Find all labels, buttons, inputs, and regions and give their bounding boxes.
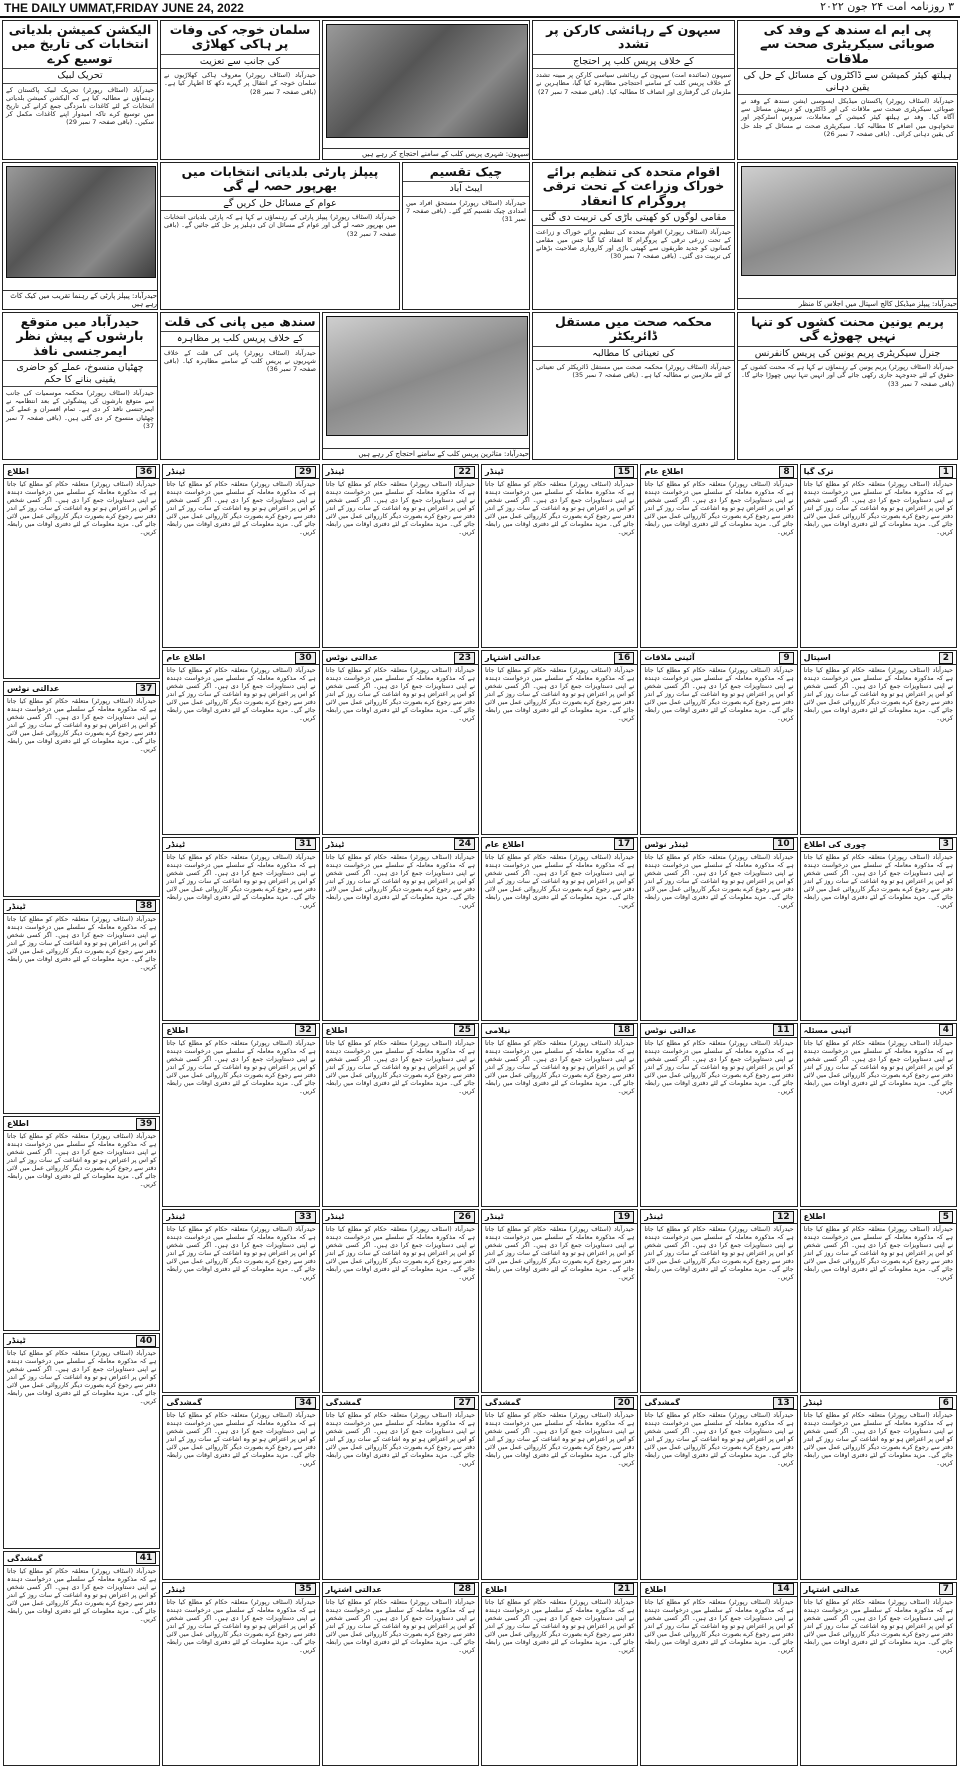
protest-photo	[326, 24, 528, 138]
notice-header	[641, 465, 796, 479]
notice-body: حیدرآباد (اسٹاف رپورٹر) متعلقہ حکام کو مطلع کیا جاتا ہے کہ مذکورہ معاملہ کے سلسلے میں درخواست دہندہ نے اپنی دستاویزات جمع کرا دی ہیں۔ اگر کسی شخص کو اس پر اعتراض ہو تو وہ اشاعت کے سات روز کے اندر دفتر سے رجوع کرے بصورت دیگر کارروائی عمل میں لائی جائے گی۔ مزید معلومات کے لئے دفتری اوقات میں رابطہ کریں۔	[325, 1412, 475, 1468]
notice-body: حیدرآباد (اسٹاف رپورٹر) متعلقہ حکام کو مطلع کیا جاتا ہے کہ مذکورہ معاملہ کے سلسلے میں درخواست دہندہ نے اپنی دستاویزات جمع کرا دی ہیں۔ اگر کسی شخص کو اس پر اعتراض ہو تو وہ اشاعت کے سات روز کے اندر دفتر سے رجوع کرے بصورت دیگر کارروائی عمل میں لائی جائے گی۔ مزید معلومات کے لئے دفتری اوقات میں رابطہ کریں۔	[7, 698, 157, 754]
notice-kind: چوری کی اطلاع	[803, 839, 867, 849]
notice-body: حیدرآباد (اسٹاف رپورٹر) متعلقہ حکام کو مطلع کیا جاتا ہے کہ مذکورہ معاملہ کے سلسلے میں درخواست دہندہ نے اپنی دستاویزات جمع کرا دی ہیں۔ اگر کسی شخص کو اس پر اعتراض ہو تو وہ اشاعت کے سات روز کے اندر دفتر سے رجوع کرے بصورت دیگر کارروائی عمل میں لائی جائے گی۔ مزید معلومات کے لئے دفتری اوقات میں رابطہ کریں۔	[166, 1412, 316, 1468]
photo-caption: حیدرآباد: متاثرین پریس کلب کے سامنے احتجاج کر رہے ہیں	[323, 448, 530, 459]
notice-kind: ترک گیا	[803, 467, 834, 476]
story-subheadline: ایبٹ آباد	[403, 181, 529, 196]
notice-body: حیدرآباد (اسٹاف رپورٹر) متعلقہ حکام کو مطلع کیا جاتا ہے کہ مذکورہ معاملہ کے سلسلے میں درخواست دہندہ نے اپنی دستاویزات جمع کرا دی ہیں۔ اگر کسی شخص کو اس پر اعتراض ہو تو وہ اشاعت کے سات روز کے اندر دفتر سے رجوع کرے بصورت دیگر کارروائی عمل میں لائی جائے گی۔ مزید معلومات کے لئے دفتری اوقات میں رابطہ کریں۔	[803, 667, 953, 723]
notice-body: حیدرآباد (اسٹاف رپورٹر) متعلقہ حکام کو مطلع کیا جاتا ہے کہ مذکورہ معاملہ کے سلسلے میں درخواست دہندہ نے اپنی دستاویزات جمع کرا دی ہیں۔ اگر کسی شخص کو اس پر اعتراض ہو تو وہ اشاعت کے سات روز کے اندر دفتر سے رجوع کرے بصورت دیگر کارروائی عمل میں لائی جائے گی۔ مزید معلومات کے لئے دفتری اوقات میں رابطہ کریں۔	[644, 667, 794, 723]
notice-body: حیدرآباد (اسٹاف رپورٹر) متعلقہ حکام کو مطلع کیا جاتا ہے کہ مذکورہ معاملہ کے سلسلے میں درخواست دہندہ نے اپنی دستاویزات جمع کرا دی ہیں۔ اگر کسی شخص کو اس پر اعتراض ہو تو وہ اشاعت کے سات روز کے اندر دفتر سے رجوع کرے بصورت دیگر کارروائی عمل میں لائی جائے گی۔ مزید معلومات کے لئے دفتری اوقات میں رابطہ کریں۔	[803, 481, 953, 536]
notice-body: حیدرآباد (اسٹاف رپورٹر) متعلقہ حکام کو مطلع کیا جاتا ہے کہ مذکورہ معاملہ کے سلسلے میں درخواست دہندہ نے اپنی دستاویزات جمع کرا دی ہیں۔ اگر کسی شخص کو اس پر اعتراض ہو تو وہ اشاعت کے سات روز کے اندر دفتر سے رجوع کرے بصورت دیگر کارروائی عمل میں لائی جائے گی۔ مزید معلومات کے لئے دفتری اوقات میں رابطہ کریں۔	[325, 853, 475, 909]
notice-kind: گمشدگی	[644, 1398, 680, 1408]
notice-number: 37	[136, 683, 157, 695]
story-body: حیدرآباد (اسٹاف رپورٹر) پریم یونین کے رہنماؤں نے کہا ہے کہ محنت کشوں کے حقوق کے لئے جدوجہد جاری رکھی جائے گی اور انہیں تنہا نہیں چھوڑا جائے گا۔ (باقی صفحہ 7 نمبر 33)	[741, 363, 954, 388]
notice-box	[322, 1395, 479, 1579]
photo-protest	[322, 312, 530, 460]
notice-box	[640, 837, 797, 1021]
story-un-agri	[532, 162, 735, 310]
notice-kind: ٹینڈر	[485, 467, 504, 476]
notice-box	[481, 1209, 638, 1393]
notice-header	[4, 465, 159, 479]
notice-body: حیدرآباد (اسٹاف رپورٹر) متعلقہ حکام کو مطلع کیا جاتا ہے کہ مذکورہ معاملہ کے سلسلے میں درخواست دہندہ نے اپنی دستاویزات جمع کرا دی ہیں۔ اگر کسی شخص کو اس پر اعتراض ہو تو وہ اشاعت کے سات روز کے اندر دفتر سے رجوع کرے بصورت دیگر کارروائی عمل میں لائی جائے گی۔ مزید معلومات کے لئے دفتری اوقات میں رابطہ کریں۔	[166, 667, 316, 723]
story-body: حیدرآباد (اسٹاف رپورٹر) محکمہ صحت میں مستقل ڈائریکٹر کی تعیناتی کے لئے ملازمین نے مطالبہ کیا ہے۔ (باقی صفحہ 7 نمبر 35)	[536, 363, 731, 380]
notice-number: 10	[773, 838, 794, 850]
notice-header	[323, 1210, 478, 1224]
notice-header	[4, 900, 159, 914]
notice-box	[162, 837, 319, 1021]
notice-box	[640, 1582, 797, 1766]
notice-box	[481, 650, 638, 834]
notice-number: 36	[136, 466, 157, 478]
notice-header	[482, 1024, 637, 1038]
notice-header	[4, 1117, 159, 1131]
notice-kind: اطلاع	[7, 467, 29, 476]
photo-sehwan-protest	[322, 20, 530, 160]
story-headline: سندھ میں پانی کی قلت	[164, 314, 316, 329]
notice-body: حیدرآباد (اسٹاف رپورٹر) متعلقہ حکام کو مطلع کیا جاتا ہے کہ مذکورہ معاملہ کے سلسلے میں درخواست دہندہ نے اپنی دستاویزات جمع کرا دی ہیں۔ اگر کسی شخص کو اس پر اعتراض ہو تو وہ اشاعت کے سات روز کے اندر دفتر سے رجوع کرے بصورت دیگر کارروائی عمل میں لائی جائے گی۔ مزید معلومات کے لئے دفتری اوقات میں رابطہ کریں۔	[7, 1133, 157, 1188]
notice-box	[322, 650, 479, 834]
notice-number: 15	[614, 466, 635, 478]
story-water	[160, 312, 320, 460]
story-subheadline: کے خلاف پریس کلب پر مظاہرہ	[161, 331, 319, 346]
notice-box	[481, 1582, 638, 1766]
notice-box	[3, 1116, 160, 1331]
notice-box	[800, 1395, 957, 1579]
notice-number: 35	[295, 1583, 316, 1595]
notice-kind: گمشدگی	[166, 1398, 202, 1408]
story-subheadline: تحریک لبیک	[3, 68, 157, 83]
notice-number: 31	[295, 838, 316, 850]
notice-number: 17	[614, 838, 635, 850]
notice-box	[3, 681, 160, 896]
notice-kind: عدالتی نوٹس	[325, 653, 378, 663]
story-body: حیدرآباد (اسٹاف رپورٹر) تحریک لبیک پاکستان کے رہنماؤں نے مطالبہ کیا ہے کہ الیکشن کمیشن بلدیاتی انتخابات کے لئے کاغذات نامزدگی جمع کرانے کی تاریخ میں توسیع کرے تاکہ امیدوار اپنے کاغذات مکمل کر سکیں۔ (باقی صفحہ 7 نمبر 29)	[6, 85, 154, 127]
notice-number: 3	[939, 838, 953, 850]
notice-header	[641, 1024, 796, 1038]
notice-body: حیدرآباد (اسٹاف رپورٹر) متعلقہ حکام کو مطلع کیا جاتا ہے کہ مذکورہ معاملہ کے سلسلے میں درخواست دہندہ نے اپنی دستاویزات جمع کرا دی ہیں۔ اگر کسی شخص کو اس پر اعتراض ہو تو وہ اشاعت کے سات روز کے اندر دفتر سے رجوع کرے بصورت دیگر کارروائی عمل میں لائی جائے گی۔ مزید معلومات کے لئے دفتری اوقات میں رابطہ کریں۔	[7, 915, 157, 971]
notice-number: 18	[614, 1024, 635, 1036]
notice-box	[322, 1023, 479, 1207]
notice-number: 40	[136, 1335, 157, 1347]
notice-number: 9	[779, 652, 793, 664]
notice-kind: عدالتی اشتہار	[325, 1584, 382, 1594]
notice-body: حیدرآباد (اسٹاف رپورٹر) متعلقہ حکام کو مطلع کیا جاتا ہے کہ مذکورہ معاملہ کے سلسلے میں درخواست دہندہ نے اپنی دستاویزات جمع کرا دی ہیں۔ اگر کسی شخص کو اس پر اعتراض ہو تو وہ اشاعت کے سات روز کے اندر دفتر سے رجوع کرے بصورت دیگر کارروائی عمل میں لائی جائے گی۔ مزید معلومات کے لئے دفتری اوقات میں رابطہ کریں۔	[7, 1350, 157, 1406]
story-sehwan	[532, 20, 735, 160]
notice-header	[323, 838, 478, 852]
notice-number: 33	[295, 1211, 316, 1223]
notice-body: حیدرآباد (اسٹاف رپورٹر) متعلقہ حکام کو مطلع کیا جاتا ہے کہ مذکورہ معاملہ کے سلسلے میں درخواست دہندہ نے اپنی دستاویزات جمع کرا دی ہیں۔ اگر کسی شخص کو اس پر اعتراض ہو تو وہ اشاعت کے سات روز کے اندر دفتر سے رجوع کرے بصورت دیگر کارروائی عمل میں لائی جائے گی۔ مزید معلومات کے لئے دفتری اوقات میں رابطہ کریں۔	[7, 481, 157, 536]
notice-box	[162, 1023, 319, 1207]
notice-header	[482, 465, 637, 479]
meeting-photo	[741, 166, 956, 276]
notice-header	[4, 1552, 159, 1566]
notice-kind: اطلاع	[325, 1025, 348, 1035]
notice-kind: گمشدگی	[325, 1398, 362, 1408]
notice-body: حیدرآباد (اسٹاف رپورٹر) متعلقہ حکام کو مطلع کیا جاتا ہے کہ مذکورہ معاملہ کے سلسلے میں درخواست دہندہ نے اپنی دستاویزات جمع کرا دی ہیں۔ اگر کسی شخص کو اس پر اعتراض ہو تو وہ اشاعت کے سات روز کے اندر دفتر سے رجوع کرے بصورت دیگر کارروائی عمل میں لائی جائے گی۔ مزید معلومات کے لئے دفتری اوقات میں رابطہ کریں۔	[7, 1567, 157, 1623]
story-body: حیدرآباد (اسٹاف رپورٹر) معروف ہاکی کھلاڑیوں نے سلمان خوجہ کے انتقال پر گہرے دکھ کا اظہار کیا ہے۔ (باقی صفحہ 7 نمبر 28)	[164, 71, 316, 96]
notice-body: حیدرآباد (اسٹاف رپورٹر) متعلقہ حکام کو مطلع کیا جاتا ہے کہ مذکورہ معاملہ کے سلسلے میں درخواست دہندہ نے اپنی دستاویزات جمع کرا دی ہیں۔ اگر کسی شخص کو اس پر اعتراض ہو تو وہ اشاعت کے سات روز کے اندر دفتر سے رجوع کرے بصورت دیگر کارروائی عمل میں لائی جائے گی۔ مزید معلومات کے لئے دفتری اوقات میں رابطہ کریں۔	[166, 1226, 316, 1282]
cake-photo	[6, 166, 156, 278]
notice-kind: گمشدگی	[7, 1553, 43, 1563]
notice-body: حیدرآباد (اسٹاف رپورٹر) متعلقہ حکام کو مطلع کیا جاتا ہے کہ مذکورہ معاملہ کے سلسلے میں درخواست دہندہ نے اپنی دستاویزات جمع کرا دی ہیں۔ اگر کسی شخص کو اس پر اعتراض ہو تو وہ اشاعت کے سات روز کے اندر دفتر سے رجوع کرے بصورت دیگر کارروائی عمل میں لائی جائے گی۔ مزید معلومات کے لئے دفتری اوقات میں رابطہ کریں۔	[803, 1598, 953, 1654]
story-subheadline: جنرل سیکریٹری پریم یونین کی پریس کانفرنس	[738, 346, 957, 361]
notice-body: حیدرآباد (اسٹاف رپورٹر) متعلقہ حکام کو مطلع کیا جاتا ہے کہ مذکورہ معاملہ کے سلسلے میں درخواست دہندہ نے اپنی دستاویزات جمع کرا دی ہیں۔ اگر کسی شخص کو اس پر اعتراض ہو تو وہ اشاعت کے سات روز کے اندر دفتر سے رجوع کرے بصورت دیگر کارروائی عمل میں لائی جائے گی۔ مزید معلومات کے لئے دفتری اوقات میں رابطہ کریں۔	[644, 1039, 794, 1095]
notice-box	[800, 1582, 957, 1766]
notice-number: 27	[454, 1397, 475, 1409]
notice-box	[800, 837, 957, 1021]
notice-header	[163, 1024, 318, 1038]
story-rain	[2, 312, 158, 460]
notice-kind: ٹینڈر	[166, 1584, 186, 1594]
notice-kind: عدالتی اشتہار	[485, 653, 542, 663]
notice-box	[481, 837, 638, 1021]
notice-body: حیدرآباد (اسٹاف رپورٹر) متعلقہ حکام کو مطلع کیا جاتا ہے کہ مذکورہ معاملہ کے سلسلے میں درخواست دہندہ نے اپنی دستاویزات جمع کرا دی ہیں۔ اگر کسی شخص کو اس پر اعتراض ہو تو وہ اشاعت کے سات روز کے اندر دفتر سے رجوع کرے بصورت دیگر کارروائی عمل میں لائی جائے گی۔ مزید معلومات کے لئے دفتری اوقات میں رابطہ کریں۔	[803, 853, 953, 909]
notice-body: حیدرآباد (اسٹاف رپورٹر) متعلقہ حکام کو مطلع کیا جاتا ہے کہ مذکورہ معاملہ کے سلسلے میں درخواست دہندہ نے اپنی دستاویزات جمع کرا دی ہیں۔ اگر کسی شخص کو اس پر اعتراض ہو تو وہ اشاعت کے سات روز کے اندر دفتر سے رجوع کرے بصورت دیگر کارروائی عمل میں لائی جائے گی۔ مزید معلومات کے لئے دفتری اوقات میں رابطہ کریں۔	[325, 481, 475, 536]
story-body: حیدرآباد (اسٹاف رپورٹر) محکمہ موسمیات کی جانب سے متوقع بارشوں کی پیشگوئی کے بعد انتظامیہ نے ایمرجنسی نافذ کر دی ہے۔ تمام افسران و عملے کی چھٹیاں منسوخ کر دی گئی ہیں۔ (باقی صفحہ 7 نمبر 37)	[6, 388, 154, 430]
notice-header	[163, 1396, 318, 1410]
notice-number: 32	[295, 1024, 316, 1036]
notice-header	[641, 838, 796, 852]
story-subheadline: عوام کے مسائل حل کریں گے	[161, 196, 399, 211]
notice-box	[800, 650, 957, 834]
notice-number: 7	[939, 1583, 953, 1595]
notice-header	[482, 838, 637, 852]
story-labour	[737, 312, 958, 460]
notice-number: 16	[614, 652, 635, 664]
notice-kind: ٹینڈر	[7, 901, 26, 911]
notice-box	[162, 1582, 319, 1766]
notice-kind: آئینی ملاقات	[644, 653, 695, 663]
notice-header	[323, 465, 478, 479]
notice-header	[801, 1583, 956, 1597]
notice-body: حیدرآباد (اسٹاف رپورٹر) متعلقہ حکام کو مطلع کیا جاتا ہے کہ مذکورہ معاملہ کے سلسلے میں درخواست دہندہ نے اپنی دستاویزات جمع کرا دی ہیں۔ اگر کسی شخص کو اس پر اعتراض ہو تو وہ اشاعت کے سات روز کے اندر دفتر سے رجوع کرے بصورت دیگر کارروائی عمل میں لائی جائے گی۔ مزید معلومات کے لئے دفتری اوقات میں رابطہ کریں۔	[325, 1226, 475, 1282]
notice-box	[3, 1551, 160, 1766]
notice-header	[482, 1583, 637, 1597]
notice-number: 2	[939, 652, 953, 664]
notice-kind: ٹینڈر	[166, 467, 186, 476]
notice-body: حیدرآباد (اسٹاف رپورٹر) متعلقہ حکام کو مطلع کیا جاتا ہے کہ مذکورہ معاملہ کے سلسلے میں درخواست دہندہ نے اپنی دستاویزات جمع کرا دی ہیں۔ اگر کسی شخص کو اس پر اعتراض ہو تو وہ اشاعت کے سات روز کے اندر دفتر سے رجوع کرے بصورت دیگر کارروائی عمل میں لائی جائے گی۔ مزید معلومات کے لئے دفتری اوقات میں رابطہ کریں۔	[644, 1226, 794, 1282]
notice-kind: ٹینڈر	[166, 839, 186, 849]
photo-cake	[2, 162, 158, 310]
notice-number: 24	[454, 838, 475, 850]
notice-header	[641, 1583, 796, 1597]
story-subheadline: ہیلتھ کیئر کمیشن سے ڈاکٹروں کے مسائل کے حل کی یقین دہانی	[738, 68, 957, 95]
notice-box	[800, 1209, 957, 1393]
story-subheadline: مقامی لوگوں کو کھیتی باڑی کی تربیت دی گئی	[533, 210, 734, 225]
notice-kind: اطلاع	[644, 1584, 667, 1594]
masthead-urdu: ۳ روزنامہ امت ۲۴ جون ۲۰۲۲	[820, 0, 954, 13]
notice-kind: ٹینڈر	[325, 839, 345, 849]
photo-caption: سیہون: شہری پریس کلب کے سامنے احتجاج کر رہے ہیں	[323, 148, 530, 159]
story-body: حیدرآباد (اسٹاف رپورٹر) پیپلز پارٹی کے رہنماؤں نے کہا ہے کہ پارٹی بلدیاتی انتخابات میں بھرپور حصہ لے گی اور عوام کے مسائل ان کی دہلیز پر حل کئے جائیں گے۔ (باقی صفحہ 7 نمبر 32)	[164, 213, 396, 238]
notice-box	[322, 464, 479, 648]
notice-header	[323, 651, 478, 665]
notice-body: حیدرآباد (اسٹاف رپورٹر) متعلقہ حکام کو مطلع کیا جاتا ہے کہ مذکورہ معاملہ کے سلسلے میں درخواست دہندہ نے اپنی دستاویزات جمع کرا دی ہیں۔ اگر کسی شخص کو اس پر اعتراض ہو تو وہ اشاعت کے سات روز کے اندر دفتر سے رجوع کرے بصورت دیگر کارروائی عمل میں لائی جائے گی۔ مزید معلومات کے لئے دفتری اوقات میں رابطہ کریں۔	[485, 481, 635, 536]
notice-kind: نیلامی	[485, 1025, 511, 1035]
notice-number: 30	[295, 652, 316, 664]
story-subheadline: کے خلاف پریس کلب پر احتجاج	[533, 54, 734, 69]
story-body: حیدرآباد (اسٹاف رپورٹر) پانی کی قلت کے خلاف شہریوں نے پریس کلب کے سامنے مظاہرہ کیا۔ (باقی صفحہ 7 نمبر 36)	[164, 348, 316, 374]
notice-box	[640, 650, 797, 834]
notice-number: 26	[454, 1211, 475, 1223]
notice-kind: اطلاع	[166, 1025, 189, 1035]
notice-header	[4, 1334, 159, 1348]
notice-kind: آئینی مسئلہ	[803, 1025, 852, 1035]
photo-caption: حیدرآباد: پیپلز پارٹی کے رہنما تقریب میں کیک کاٹ رہے ہیں	[3, 290, 158, 309]
notice-number: 11	[773, 1024, 794, 1036]
story-body: حیدرآباد (اسٹاف رپورٹر) پاکستان میڈیکل ایسوسی ایشن سندھ کے وفد نے صوبائی سیکریٹری صحت سے ملاقات کی اور ڈاکٹروں کو درپیش مسائل سے آگاہ کیا۔ وفد نے ہیلتھ کیئر کمیشن کے معاملات، سروس اسٹرکچر اور تنخواہوں میں اضافے کا مطالبہ کیا۔ سیکریٹری صحت نے مسائل کے جلد حل کی یقین دہانی کرائی۔ (باقی صفحہ 7 نمبر 26)	[741, 96, 954, 138]
story-body: حیدرآباد (اسٹاف رپورٹر) اقوام متحدہ کی تنظیم برائے خوراک و زراعت کے تحت زرعی ترقی کے پروگرام کا انعقاد کیا گیا جس میں مقامی کسانوں کو جدید طریقوں سے کھیتی باڑی اور کاروباری صلاحیت بڑھانے کی تربیت دی گئی۔ (باقی صفحہ 7 نمبر 30)	[536, 227, 731, 261]
notice-number: 38	[136, 900, 157, 912]
notice-header	[163, 1583, 318, 1597]
notice-body: حیدرآباد (اسٹاف رپورٹر) متعلقہ حکام کو مطلع کیا جاتا ہے کہ مذکورہ معاملہ کے سلسلے میں درخواست دہندہ نے اپنی دستاویزات جمع کرا دی ہیں۔ اگر کسی شخص کو اس پر اعتراض ہو تو وہ اشاعت کے سات روز کے اندر دفتر سے رجوع کرے بصورت دیگر کارروائی عمل میں لائی جائے گی۔ مزید معلومات کے لئے دفتری اوقات میں رابطہ کریں۔	[644, 481, 794, 536]
story-subheadline: چھٹیاں منسوخ، عملے کو حاضری یقینی بنانے کا حکم	[3, 360, 157, 387]
notice-number: 13	[773, 1397, 794, 1409]
story-headline: چیک تقسیم	[429, 164, 503, 179]
story-headline: پیپلز پارٹی بلدیاتی انتخابات میں بھرپور حصہ لے گی	[181, 164, 379, 194]
notice-header	[163, 651, 318, 665]
notice-kind: اسپتال	[803, 653, 831, 663]
notice-body: حیدرآباد (اسٹاف رپورٹر) متعلقہ حکام کو مطلع کیا جاتا ہے کہ مذکورہ معاملہ کے سلسلے میں درخواست دہندہ نے اپنی دستاویزات جمع کرا دی ہیں۔ اگر کسی شخص کو اس پر اعتراض ہو تو وہ اشاعت کے سات روز کے اندر دفتر سے رجوع کرے بصورت دیگر کارروائی عمل میں لائی جائے گی۔ مزید معلومات کے لئے دفتری اوقات میں رابطہ کریں۔	[485, 1226, 635, 1282]
notice-number: 39	[136, 1118, 157, 1130]
notice-kind: ٹینڈر	[485, 1212, 504, 1222]
notice-box	[162, 464, 319, 648]
notice-number: 20	[614, 1397, 635, 1409]
notice-kind: اطلاع عام	[644, 467, 684, 476]
notice-body: حیدرآباد (اسٹاف رپورٹر) متعلقہ حکام کو مطلع کیا جاتا ہے کہ مذکورہ معاملہ کے سلسلے میں درخواست دہندہ نے اپنی دستاویزات جمع کرا دی ہیں۔ اگر کسی شخص کو اس پر اعتراض ہو تو وہ اشاعت کے سات روز کے اندر دفتر سے رجوع کرے بصورت دیگر کارروائی عمل میں لائی جائے گی۔ مزید معلومات کے لئے دفتری اوقات میں رابطہ کریں۔	[166, 853, 316, 909]
masthead	[0, 0, 960, 18]
notice-kind: ٹینڈر	[644, 1212, 664, 1222]
notice-box	[3, 1333, 160, 1548]
notice-body: حیدرآباد (اسٹاف رپورٹر) متعلقہ حکام کو مطلع کیا جاتا ہے کہ مذکورہ معاملہ کے سلسلے میں درخواست دہندہ نے اپنی دستاویزات جمع کرا دی ہیں۔ اگر کسی شخص کو اس پر اعتراض ہو تو وہ اشاعت کے سات روز کے اندر دفتر سے رجوع کرے بصورت دیگر کارروائی عمل میں لائی جائے گی۔ مزید معلومات کے لئے دفتری اوقات میں رابطہ کریں۔	[485, 853, 635, 909]
story-subheadline: کی جانب سے تعزیت	[161, 54, 319, 69]
notice-kind: عدالتی اشتہار	[803, 1584, 860, 1594]
notice-kind: اطلاع عام	[166, 653, 206, 663]
notice-header	[323, 1396, 478, 1410]
notice-number: 19	[614, 1211, 635, 1223]
story-sports	[160, 20, 320, 160]
notice-number: 1	[939, 466, 953, 478]
story-headline: سلمان خوجہ کی وفات پر ہاکی کھلاڑی	[169, 22, 311, 52]
story-election-commission	[2, 20, 158, 160]
notice-header	[801, 1024, 956, 1038]
notice-box	[322, 1582, 479, 1766]
notice-box	[481, 464, 638, 648]
notice-kind: ٹینڈر	[325, 1212, 345, 1222]
notice-body: حیدرآباد (اسٹاف رپورٹر) متعلقہ حکام کو مطلع کیا جاتا ہے کہ مذکورہ معاملہ کے سلسلے میں درخواست دہندہ نے اپنی دستاویزات جمع کرا دی ہیں۔ اگر کسی شخص کو اس پر اعتراض ہو تو وہ اشاعت کے سات روز کے اندر دفتر سے رجوع کرے بصورت دیگر کارروائی عمل میں لائی جائے گی۔ مزید معلومات کے لئے دفتری اوقات میں رابطہ کریں۔	[803, 1412, 953, 1468]
content-grid	[2, 20, 958, 1768]
notice-body: حیدرآباد (اسٹاف رپورٹر) متعلقہ حکام کو مطلع کیا جاتا ہے کہ مذکورہ معاملہ کے سلسلے میں درخواست دہندہ نے اپنی دستاویزات جمع کرا دی ہیں۔ اگر کسی شخص کو اس پر اعتراض ہو تو وہ اشاعت کے سات روز کے اندر دفتر سے رجوع کرے بصورت دیگر کارروائی عمل میں لائی جائے گی۔ مزید معلومات کے لئے دفتری اوقات میں رابطہ کریں۔	[325, 1598, 475, 1654]
notice-box	[481, 1395, 638, 1579]
notice-body: حیدرآباد (اسٹاف رپورٹر) متعلقہ حکام کو مطلع کیا جاتا ہے کہ مذکورہ معاملہ کے سلسلے میں درخواست دہندہ نے اپنی دستاویزات جمع کرا دی ہیں۔ اگر کسی شخص کو اس پر اعتراض ہو تو وہ اشاعت کے سات روز کے اندر دفتر سے رجوع کرے بصورت دیگر کارروائی عمل میں لائی جائے گی۔ مزید معلومات کے لئے دفتری اوقات میں رابطہ کریں۔	[644, 1412, 794, 1468]
notice-kind: عدالتی نوٹس	[7, 684, 60, 694]
notice-kind: اطلاع	[485, 1584, 507, 1594]
notice-number: 4	[939, 1024, 953, 1036]
notice-box	[640, 1395, 797, 1579]
notice-box	[322, 837, 479, 1021]
notice-body: حیدرآباد (اسٹاف رپورٹر) متعلقہ حکام کو مطلع کیا جاتا ہے کہ مذکورہ معاملہ کے سلسلے میں درخواست دہندہ نے اپنی دستاویزات جمع کرا دی ہیں۔ اگر کسی شخص کو اس پر اعتراض ہو تو وہ اشاعت کے سات روز کے اندر دفتر سے رجوع کرے بصورت دیگر کارروائی عمل میں لائی جائے گی۔ مزید معلومات کے لئے دفتری اوقات میں رابطہ کریں۔	[485, 1039, 635, 1095]
notice-header	[641, 1210, 796, 1224]
photo-meeting	[737, 162, 958, 310]
story-headline: سیہون کے رہائشی کارکن پر تشدد	[546, 22, 721, 52]
notice-header	[801, 465, 956, 479]
notice-number: 6	[939, 1397, 953, 1409]
notice-body: حیدرآباد (اسٹاف رپورٹر) متعلقہ حکام کو مطلع کیا جاتا ہے کہ مذکورہ معاملہ کے سلسلے میں درخواست دہندہ نے اپنی دستاویزات جمع کرا دی ہیں۔ اگر کسی شخص کو اس پر اعتراض ہو تو وہ اشاعت کے سات روز کے اندر دفتر سے رجوع کرے بصورت دیگر کارروائی عمل میں لائی جائے گی۔ مزید معلومات کے لئے دفتری اوقات میں رابطہ کریں۔	[644, 1598, 794, 1654]
story-headline: محکمہ صحت میں مستقل ڈائریکٹر	[555, 314, 712, 344]
notice-box	[162, 1395, 319, 1579]
photo-caption: حیدرآباد: پیپلز میڈیکل کالج اسپتال میں اجلاس کا منظر	[738, 298, 958, 309]
notice-body: حیدرآباد (اسٹاف رپورٹر) متعلقہ حکام کو مطلع کیا جاتا ہے کہ مذکورہ معاملہ کے سلسلے میں درخواست دہندہ نے اپنی دستاویزات جمع کرا دی ہیں۔ اگر کسی شخص کو اس پر اعتراض ہو تو وہ اشاعت کے سات روز کے اندر دفتر سے رجوع کرے بصورت دیگر کارروائی عمل میں لائی جائے گی۔ مزید معلومات کے لئے دفتری اوقات میں رابطہ کریں۔	[166, 1598, 316, 1654]
notice-body: حیدرآباد (اسٹاف رپورٹر) متعلقہ حکام کو مطلع کیا جاتا ہے کہ مذکورہ معاملہ کے سلسلے میں درخواست دہندہ نے اپنی دستاویزات جمع کرا دی ہیں۔ اگر کسی شخص کو اس پر اعتراض ہو تو وہ اشاعت کے سات روز کے اندر دفتر سے رجوع کرے بصورت دیگر کارروائی عمل میں لائی جائے گی۔ مزید معلومات کے لئے دفتری اوقات میں رابطہ کریں۔	[166, 1039, 316, 1095]
notice-kind: عدالتی نوٹس	[644, 1025, 697, 1035]
notice-box	[800, 464, 957, 648]
protest-placards-photo	[326, 316, 528, 436]
notice-box	[3, 899, 160, 1114]
notice-kind: ٹینڈر	[325, 467, 345, 476]
notice-box	[640, 1023, 797, 1207]
notice-body: حیدرآباد (اسٹاف رپورٹر) متعلقہ حکام کو مطلع کیا جاتا ہے کہ مذکورہ معاملہ کے سلسلے میں درخواست دہندہ نے اپنی دستاویزات جمع کرا دی ہیں۔ اگر کسی شخص کو اس پر اعتراض ہو تو وہ اشاعت کے سات روز کے اندر دفتر سے رجوع کرے بصورت دیگر کارروائی عمل میں لائی جائے گی۔ مزید معلومات کے لئے دفتری اوقات میں رابطہ کریں۔	[325, 667, 475, 723]
notice-kind: ٹینڈر نوٹس	[644, 839, 689, 849]
notice-number: 5	[939, 1211, 953, 1223]
story-transfer	[532, 312, 735, 460]
masthead-english: THE DAILY UMMAT,FRIDAY JUNE 24, 2022	[4, 1, 244, 15]
notice-box	[800, 1023, 957, 1207]
notice-body: حیدرآباد (اسٹاف رپورٹر) متعلقہ حکام کو مطلع کیا جاتا ہے کہ مذکورہ معاملہ کے سلسلے میں درخواست دہندہ نے اپنی دستاویزات جمع کرا دی ہیں۔ اگر کسی شخص کو اس پر اعتراض ہو تو وہ اشاعت کے سات روز کے اندر دفتر سے رجوع کرے بصورت دیگر کارروائی عمل میں لائی جائے گی۔ مزید معلومات کے لئے دفتری اوقات میں رابطہ کریں۔	[803, 1226, 953, 1282]
story-headline: حیدرآباد میں متوقع بارشوں کے پیش نظر ایمرجنسی نافذ	[16, 314, 144, 358]
story-subheadline: کی تعیناتی کا مطالبہ	[533, 346, 734, 361]
story-ppp	[160, 162, 400, 310]
notice-number: 14	[773, 1583, 794, 1595]
notice-number: 29	[295, 466, 316, 478]
story-headline: الیکشن کمیشن بلدیاتی انتخابات کی تاریخ میں توسیع کرے	[8, 22, 152, 66]
notice-box	[640, 1209, 797, 1393]
notice-number: 22	[454, 466, 475, 478]
notice-kind: ٹینڈر	[166, 1212, 186, 1222]
notice-body: حیدرآباد (اسٹاف رپورٹر) متعلقہ حکام کو مطلع کیا جاتا ہے کہ مذکورہ معاملہ کے سلسلے میں درخواست دہندہ نے اپنی دستاویزات جمع کرا دی ہیں۔ اگر کسی شخص کو اس پر اعتراض ہو تو وہ اشاعت کے سات روز کے اندر دفتر سے رجوع کرے بصورت دیگر کارروائی عمل میں لائی جائے گی۔ مزید معلومات کے لئے دفتری اوقات میں رابطہ کریں۔	[166, 481, 316, 536]
notice-header	[163, 465, 318, 479]
notice-kind: اطلاع	[803, 1212, 826, 1222]
notice-header	[482, 651, 637, 665]
notice-box	[162, 1209, 319, 1393]
notice-box	[640, 464, 797, 648]
story-headline: پریم یونین محنت کشوں کو تنہا نہیں چھوڑے گی	[751, 314, 944, 344]
notice-body: حیدرآباد (اسٹاف رپورٹر) متعلقہ حکام کو مطلع کیا جاتا ہے کہ مذکورہ معاملہ کے سلسلے میں درخواست دہندہ نے اپنی دستاویزات جمع کرا دی ہیں۔ اگر کسی شخص کو اس پر اعتراض ہو تو وہ اشاعت کے سات روز کے اندر دفتر سے رجوع کرے بصورت دیگر کارروائی عمل میں لائی جائے گی۔ مزید معلومات کے لئے دفتری اوقات میں رابطہ کریں۔	[803, 1039, 953, 1095]
notice-header	[801, 1210, 956, 1224]
notice-number: 8	[779, 466, 793, 478]
notice-kind: ٹینڈر	[803, 1398, 823, 1408]
story-cheque	[402, 162, 530, 310]
notice-number: 23	[454, 652, 475, 664]
notice-kind: ٹینڈر	[7, 1336, 26, 1346]
notice-kind: اطلاع	[7, 1119, 29, 1128]
notice-header	[801, 838, 956, 852]
story-headline: اقوام متحدہ کی تنظیم برائے خوراک وزراعت کے تحت ترقی پروگرام کا انعقاد	[542, 164, 725, 208]
notice-number: 34	[295, 1397, 316, 1409]
notice-body: حیدرآباد (اسٹاف رپورٹر) متعلقہ حکام کو مطلع کیا جاتا ہے کہ مذکورہ معاملہ کے سلسلے میں درخواست دہندہ نے اپنی دستاویزات جمع کرا دی ہیں۔ اگر کسی شخص کو اس پر اعتراض ہو تو وہ اشاعت کے سات روز کے اندر دفتر سے رجوع کرے بصورت دیگر کارروائی عمل میں لائی جائے گی۔ مزید معلومات کے لئے دفتری اوقات میں رابطہ کریں۔	[485, 667, 635, 723]
notice-header	[163, 1210, 318, 1224]
notice-header	[4, 682, 159, 696]
notice-box	[162, 650, 319, 834]
notice-header	[482, 1396, 637, 1410]
notice-header	[323, 1583, 478, 1597]
story-body: حیدرآباد (اسٹاف رپورٹر) مستحق افراد میں امدادی چیک تقسیم کئے گئے۔ (باقی صفحہ 7 نمبر 31)	[406, 198, 526, 224]
notice-header	[323, 1024, 478, 1038]
notice-number: 21	[614, 1583, 635, 1595]
notice-header	[801, 1396, 956, 1410]
notice-header	[641, 651, 796, 665]
notice-body: حیدرآباد (اسٹاف رپورٹر) متعلقہ حکام کو مطلع کیا جاتا ہے کہ مذکورہ معاملہ کے سلسلے میں درخواست دہندہ نے اپنی دستاویزات جمع کرا دی ہیں۔ اگر کسی شخص کو اس پر اعتراض ہو تو وہ اشاعت کے سات روز کے اندر دفتر سے رجوع کرے بصورت دیگر کارروائی عمل میں لائی جائے گی۔ مزید معلومات کے لئے دفتری اوقات میں رابطہ کریں۔	[325, 1039, 475, 1095]
notice-number: 25	[454, 1024, 475, 1036]
story-pma	[737, 20, 958, 160]
notice-kind: گمشدگی	[485, 1398, 521, 1408]
notice-header	[801, 651, 956, 665]
story-headline: پی ایم اے سندھ کے وفد کی صوبائی سیکریٹری صحت سے ملاقات	[759, 22, 936, 66]
notice-number: 12	[773, 1211, 794, 1223]
notice-number: 41	[136, 1552, 157, 1564]
classified-notices	[2, 464, 958, 1768]
notice-header	[482, 1210, 637, 1224]
notice-header	[163, 838, 318, 852]
notice-body: حیدرآباد (اسٹاف رپورٹر) متعلقہ حکام کو مطلع کیا جاتا ہے کہ مذکورہ معاملہ کے سلسلے میں درخواست دہندہ نے اپنی دستاویزات جمع کرا دی ہیں۔ اگر کسی شخص کو اس پر اعتراض ہو تو وہ اشاعت کے سات روز کے اندر دفتر سے رجوع کرے بصورت دیگر کارروائی عمل میں لائی جائے گی۔ مزید معلومات کے لئے دفتری اوقات میں رابطہ کریں۔	[644, 853, 794, 909]
notice-body: حیدرآباد (اسٹاف رپورٹر) متعلقہ حکام کو مطلع کیا جاتا ہے کہ مذکورہ معاملہ کے سلسلے میں درخواست دہندہ نے اپنی دستاویزات جمع کرا دی ہیں۔ اگر کسی شخص کو اس پر اعتراض ہو تو وہ اشاعت کے سات روز کے اندر دفتر سے رجوع کرے بصورت دیگر کارروائی عمل میں لائی جائے گی۔ مزید معلومات کے لئے دفتری اوقات میں رابطہ کریں۔	[485, 1412, 635, 1468]
notice-box	[3, 464, 160, 679]
notice-box	[481, 1023, 638, 1207]
notice-kind: اطلاع عام	[485, 839, 524, 849]
notice-header	[641, 1396, 796, 1410]
notice-number: 28	[454, 1583, 475, 1595]
notice-body: حیدرآباد (اسٹاف رپورٹر) متعلقہ حکام کو مطلع کیا جاتا ہے کہ مذکورہ معاملہ کے سلسلے میں درخواست دہندہ نے اپنی دستاویزات جمع کرا دی ہیں۔ اگر کسی شخص کو اس پر اعتراض ہو تو وہ اشاعت کے سات روز کے اندر دفتر سے رجوع کرے بصورت دیگر کارروائی عمل میں لائی جائے گی۔ مزید معلومات کے لئے دفتری اوقات میں رابطہ کریں۔	[485, 1598, 635, 1654]
notice-box	[322, 1209, 479, 1393]
story-body: سیہون (نمائندہ امت) سیہون کے رہائشی سیاسی کارکن پر مبینہ تشدد کے خلاف پریس کلب کے سامنے احتجاجی مظاہرہ کیا گیا، مظاہرین نے ملزمان کی گرفتاری اور انصاف کا مطالبہ کیا۔ (باقی صفحہ 7 نمبر 27)	[536, 71, 731, 96]
